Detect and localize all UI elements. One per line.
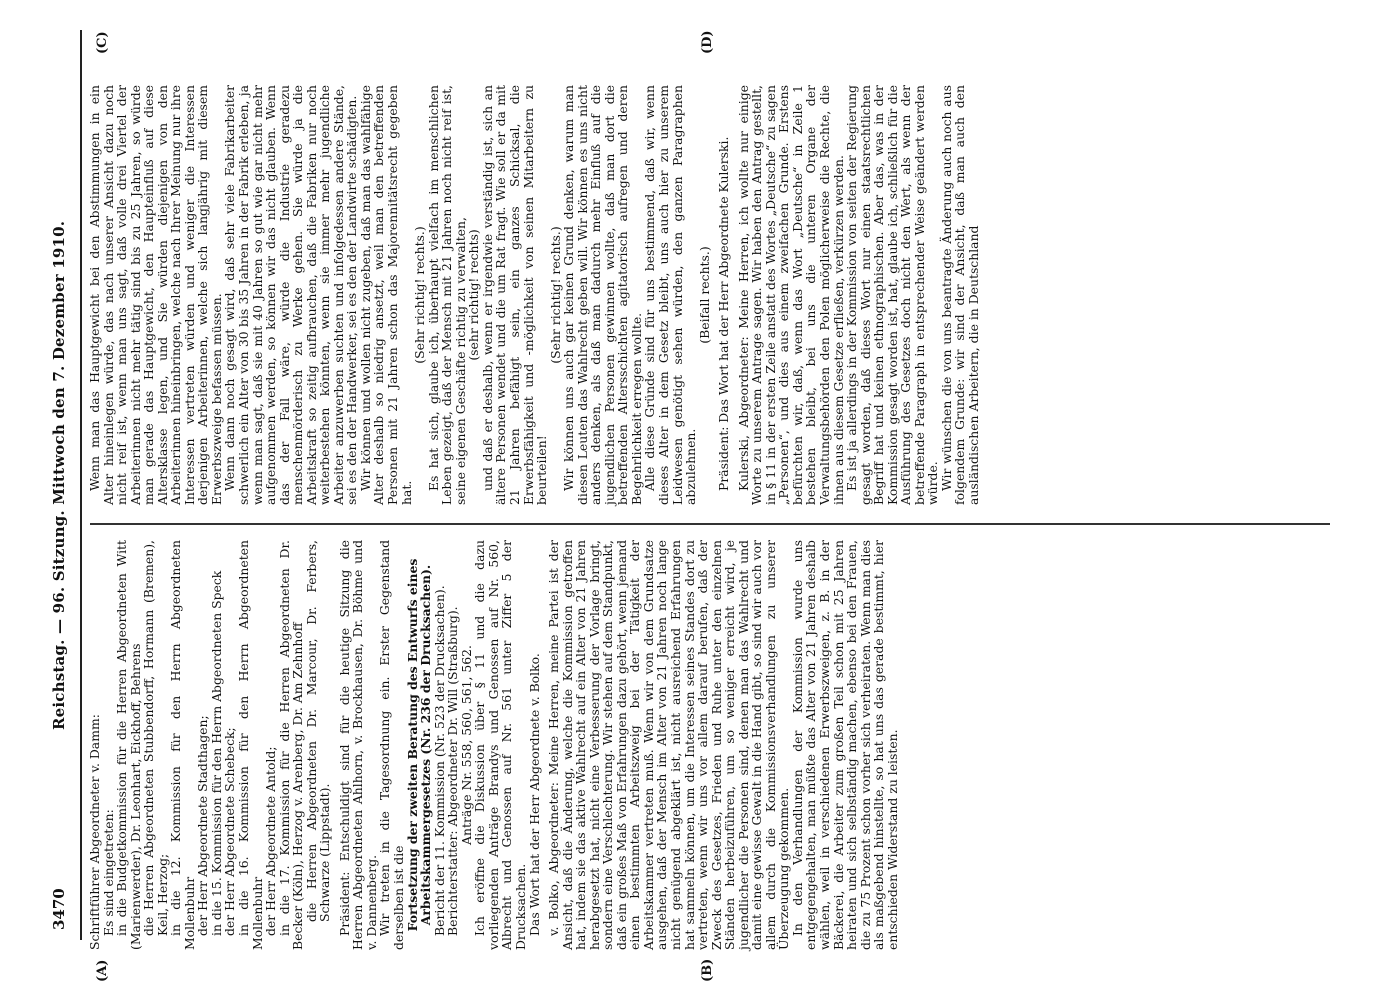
running-title: Reichstag. — 96. Sitzung. Mittwoch den 7. Dezember 1910. xyxy=(50,220,68,730)
right-column xyxy=(88,85,981,505)
column-divider xyxy=(90,524,1330,526)
speech-paragraph: Wenn dann noch gesagt wird, daß sehr viele Fabrikarbeiter schwerlich ein Alter von 30 bis 35 Jahren in der Fabrik erleben, ja wenn man sagt, daß sie mit 40 Jahren so gut wie gar nicht mehr aufgenommen werden, so können wir das nicht glauben. Wenn das der Fall wäre, würde die Industrie geradezu menschenmörderisch zu Werke gehen. Sie würde ja die Arbeitskraft so zeitig aufbrauchen, daß die Fabriken nur noch weiterbestehen könnten, wenn sie immer mehr jugendliche Arbeiter anzuwerben suchten und infolgedessen andere Stände, sei es den der Handwerker, sei es den der Landwirte schädigten. xyxy=(222,85,360,505)
paragraph: in die 16. Kommission für den Herrn Abgeordneten Mollenbuhr xyxy=(236,540,265,950)
page-number: 3470 xyxy=(50,888,68,930)
speech-paragraph: Wir wünschen die von uns beantragte Änderung auch noch aus folgendem Grunde: wir sind der Ansicht, daß man auch den ausländischen Arbeitern, die in Deutschland xyxy=(938,85,981,505)
speech-paragraph: Wir können uns auch gar keinen Grund denken, warum man diesen Leuten das Wahlrecht geben will. Wir können es uns nicht anders denken, als daß man dadurch mehr Einfluß auf die jugendlichen Personen gewinnen wollte, daß man dort die betreffenden Altersschichten agitatorisch aufregen und deren Begehrlichkeit erregen wollte. xyxy=(561,85,644,505)
paragraph: Schriftführer Abgeordneter v. Damm: xyxy=(87,714,102,950)
paragraph: Das Wort hat der Herr Abgeordnete v. Bolko. xyxy=(526,653,542,936)
speech-paragraph: Alle diese Gründe sind für uns bestimmend, daß wir, wenn dieses Alter in dem Gesetz bleibt, uns auch hier zu unserem Leidwesen genötigt sehen würden, den ganzen Paragraphen abzulehnen. xyxy=(642,85,699,505)
paragraph: Präsident: Entschuldigt sind für die heutige Sitzung die Herren Abgeordneten Ahlhorn, v. Brockhausen, Dr. Böhme und v. Dannenberg. xyxy=(336,540,379,950)
paragraph: Bericht der 11. Kommission (Nr. 523 der Drucksachen). xyxy=(431,585,447,936)
page-header xyxy=(50,30,74,960)
paragraph: der Herr Abgeordnete Stadthagen; xyxy=(195,715,211,936)
margin-mark-d: (D) xyxy=(700,30,715,54)
margin-mark-b: (B) xyxy=(700,958,715,982)
speech-paragraph: Es hat sich, glaube ich, überhaupt vielfach im menschlichen Leben gezeigt, daß der Mensch mit 21 Jahren noch nicht reif ist, seine eigenen Geschäfte richtig zu verwalten, xyxy=(425,85,468,505)
interjection: (Sehr richtig! rechts.) xyxy=(547,226,563,364)
speech-paragraph: Wir können und wollen nicht zugeben, daß man das wahlfähige Alter deshalb so niedrig ansetzt, weil man den betreffenden Personen mit 21 Jahren schon das Majorennitätsrecht gegeben hat. xyxy=(357,85,414,505)
paragraph: Ich eröffne die Diskussion über § 11 und die dazu vorliegenden Anträge Brandys und Genossen auf Nr. 560, Albrecht und Genossen auf Nr. 561 unter Ziffer 5 der Drucksachen. xyxy=(472,540,528,950)
paragraph: in die 12. Kommission für den Herrn Abgeordneten Mollenbuhr xyxy=(168,540,197,950)
paragraph: die Herren Abgeordneten Dr. Marcour, Dr. Ferbers, Schwarze (Lippstadt). xyxy=(303,540,333,922)
header-rule xyxy=(80,30,82,940)
paragraph: der Herr Abgeordnete Schebeck; xyxy=(222,727,238,936)
interjection: (Beifall rechts.) xyxy=(696,246,712,344)
left-column xyxy=(88,540,899,950)
paragraph: die Herren Abgeordneten Stubbendorff, Hormann (Bremen), Keil, Herzog; xyxy=(141,540,170,936)
speech-paragraph: Es ist ja allerdings in der Kommission von seiten der Regierung gesagt worden, daß dieses Wort nur einen staatsrechtlichen Begriff hat und keinen ethnographischen. Aber das, was in der Kommission gesagt worden ist, hat, glaube ich, schließlich für die Ausführung des Gesetzes doch nicht den Wert, als wenn der betreffende Paragraph in entsprechender Weise geändert werden würde. xyxy=(844,85,941,505)
paragraph: in die 17. Kommission für die Herren Abgeordneten Dr. Becker (Köln), Herzog v. Arenberg, Dr. Am Zehnhoff xyxy=(276,540,306,950)
speech-paragraph: und daß er deshalb, wenn er irgendwie verständig ist, sich an ältere Personen wendet und die um Rat fragt. Wie soll er da mit 21 Jahren befähigt sein, ein ganzes Schicksal, die Erwerbsfähigkeit und -möglichkeit von seinen Mitarbeitern zu beurteilen! xyxy=(479,85,550,505)
paragraph: Anträge Nr. 558, 560, 561, 562. xyxy=(458,645,474,845)
paragraph: in die Budgetkommission für die Herren Abgeordneten Witt (Marienwerder), Dr. Leonhart, Eickhoff, Behrens xyxy=(114,540,143,950)
speech-paragraph: Wenn man das Hauptgewicht bei den Abstimmungen in ein Alter hineinlegen würde, das nach unserer Ansicht dazu noch nicht reif ist, wenn man uns sagt, daß volle drei Viertel der Arbeiterinnen nicht mehr tätig sind bis zu 25 Jahren, so würde man gerade das Hauptgewicht, den Haupteinfluß auf diese Altersklasse legen, und Sie würden diejenigen von den Arbeiterinnen hineinbringen, welche nach Ihrer Meinung nur ihre Interessen vertreten würden und weniger die Interessen derjenigen Arbeiterinnen, welche sich langjährig mit diesem Erwerbszweige befassen müssen. xyxy=(87,85,224,505)
speech-paragraph: In den Verhandlungen der Kommission wurde uns entgegengehalten, man müßte das Alter von 21 Jahren deshalb wählen, weil in verschiedenen Erwerbszweigen, z. B. in der Bäckerei, die Arbeiter zum großen Teil schon mit 25 Jahren heiraten und sich selbständig machen, ebenso bei den Frauen, die zu 75 Prozent schon vorher sich verheiraten. Wenn man dies als maßgebend hinstellte, so hat uns das gerade bestimmt, hier entschieden Widerstand zu leisten. xyxy=(789,540,900,950)
paragraph: der Herr Abgeordnete Antold; xyxy=(263,746,279,936)
paragraph: in die 15. Kommission für den Herrn Abgeordneten Speck xyxy=(208,570,224,936)
agenda-heading: Fortsetzung der zweiten Beratung des Entwurfs eines Arbeitskammergesetzes (Nr. 236 der Drucksachen). xyxy=(404,558,434,932)
interjection: (sehr richtig! rechts) xyxy=(466,229,482,361)
paragraph: Es sind eingetreten: xyxy=(100,809,116,936)
speech-paragraph: Präsident: Das Wort hat der Herr Abgeordnete Kulerski. xyxy=(716,136,732,491)
margin-mark-c: (C) xyxy=(95,31,110,54)
interjection: (Sehr richtig! rechts.) xyxy=(412,226,428,364)
paragraph: Berichterstatter: Abgeordneter Dr. Will (Straßburg). xyxy=(445,606,461,936)
speech-paragraph: v. Bolko, Abgeordneter: Meine Herren, meine Partei ist der Ansicht, daß die Änderung, welche die Kommission getroffen hat, indem sie das aktive Wahlrecht auf ein Alter von 21 Jahren herabgesetzt hat, nicht eine Verbesserung der Vorlage bringt, sondern eine Verschlechterung. Wir stehen auf dem Standpunkt, daß ein großes Maß von Erfahrungen dazu gehört, wenn jemand einen bestimmten Arbeitszweig bei der Tätigkeit der Arbeitskammer vertreten muß. Wenn wir von dem Grundsatze ausgehen, daß der Mensch im Alter von 21 Jahren noch lange nicht genügend abgeklärt ist, nicht ausreichend Erfahrungen hat sammeln können, um die Interessen seines Standes dort zu vertreten, wenn wir uns vor allem darauf berufen, daß der Zweck des Gesetzes, Frieden und Ruhe unter den einzelnen Ständen herbeizuführen, um so weniger erreicht wird, je jugendlicher die Personen sind, denen man das Wahlrecht und damit eine gewisse Gewalt in die Hand gibt, so sind wir auch vor allem durch die Kommissionsverhandlungen zu unserer Überzeugung gekommen. xyxy=(546,540,792,950)
margin-mark-a: (A) xyxy=(95,959,110,982)
paragraph: Wir treten in die Tagesordnung ein. Erster Gegenstand derselben ist die xyxy=(377,540,407,950)
speech-paragraph: Kulerski, Abgeordneter: Meine Herren, ich wollte nur einige Worte zu unserem Antrage sagen. Wir haben den Antrag gestellt, in § 11 in der ersten Zeile anstatt des Wortes „Deutsche“ zu sagen „Personen“, und dies aus einem zweifachen Grunde. Erstens befürchten wir, daß, wenn das Wort „Deutsche“ in Zeile 1 bestehen bleibt, bei uns die unteren Organe der Verwaltungsbehörden den Polen möglicherweise die Rechte, die ihnen aus diesem Gesetze erfließen, verkürzen werden. xyxy=(735,85,846,505)
